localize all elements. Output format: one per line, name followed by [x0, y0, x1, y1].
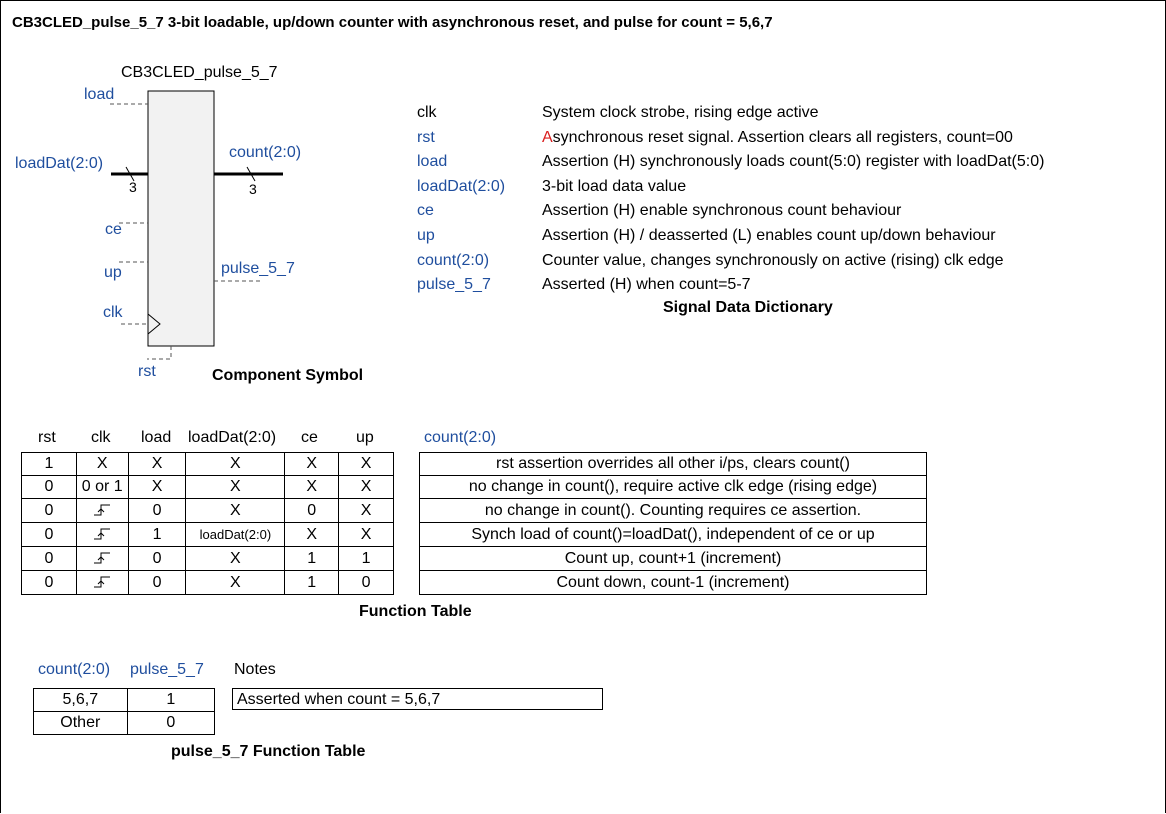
dictionary-description-text: Assertion (H) enable synchronous count behaviour: [542, 202, 902, 220]
ft-cell-loaddat: X: [186, 476, 285, 499]
dictionary-row: [417, 126, 1044, 151]
dictionary-description: [542, 202, 901, 219]
ft-cell-load: 0: [128, 571, 186, 595]
table-row: [22, 523, 394, 547]
ft-cell-load: 0: [128, 499, 186, 523]
signal-dictionary-caption: Signal Data Dictionary: [663, 299, 833, 316]
table-row: [34, 712, 215, 735]
table-row: [420, 499, 927, 523]
dictionary-signal: up: [417, 226, 435, 244]
ft-cell-up: X: [339, 476, 394, 499]
ft-header-load: load: [141, 429, 172, 446]
signal-dictionary: [417, 101, 1044, 298]
pin-label-load: load: [84, 86, 115, 103]
dictionary-description: [542, 227, 996, 244]
dictionary-row: [417, 175, 1044, 200]
function-table-inputs: [21, 452, 394, 595]
dictionary-description-text: Assertion (H) synchronously loads count(5:0) register with loadDat(5:0): [542, 153, 1045, 171]
bus-width-in: 3: [129, 179, 137, 195]
table-row: [34, 689, 215, 712]
bus-width-out: 3: [249, 181, 257, 197]
ft-cell-clk: [76, 523, 128, 547]
dictionary-description-text: Counter value, changes synchronously on active (rising) clk edge: [542, 251, 1004, 269]
dictionary-signal: pulse_5_7: [417, 276, 491, 294]
ft-cell-clk: X: [76, 453, 128, 476]
ft-header-count: count(2:0): [424, 429, 497, 446]
ft-cell-rst: 0: [22, 571, 77, 595]
ft-cell-load: X: [128, 453, 186, 476]
ft-cell-up: X: [339, 499, 394, 523]
ft-cell-load: 1: [128, 523, 186, 547]
dictionary-description: [542, 178, 686, 195]
dictionary-row: [417, 273, 1044, 298]
dictionary-description-first-letter: A: [542, 128, 553, 146]
pin-label-pulse: pulse_5_7: [221, 260, 295, 277]
ft-cell-up: 0: [339, 571, 394, 595]
dictionary-signal: clk: [417, 104, 437, 121]
pt-cell-pulse: 1: [127, 689, 214, 712]
dictionary-description-text: System clock strobe, rising edge active: [542, 104, 819, 121]
pulse-note-box: [232, 688, 603, 710]
rising-edge-icon: [93, 503, 111, 517]
pt-header-pulse: pulse_5_7: [130, 661, 204, 678]
pin-label-rst: rst: [138, 363, 156, 380]
ft-cell-loaddat: X: [186, 453, 285, 476]
ft-cell-clk: 0 or 1: [76, 476, 128, 499]
ft-cell-up: X: [339, 523, 394, 547]
dictionary-description: [542, 104, 819, 121]
dictionary-description: [542, 153, 1044, 170]
ft-cell-up: 1: [339, 547, 394, 571]
ft-cell-ce: X: [285, 453, 339, 476]
dictionary-row: [417, 249, 1044, 274]
rising-edge-icon: [93, 551, 111, 565]
pt-header-notes: Notes: [234, 661, 276, 678]
pin-label-loaddat: loadDat(2:0): [15, 155, 104, 172]
ft-header-up: up: [356, 429, 374, 446]
ft-cell-load: X: [128, 476, 186, 499]
table-row: [420, 453, 927, 476]
ft-cell-loaddat: X: [186, 547, 285, 571]
pin-label-up: up: [104, 264, 122, 281]
symbol-body: [148, 91, 214, 346]
ft-header-rst: rst: [38, 429, 56, 446]
ft-cell-count: rst assertion overrides all other i/ps, clears count(): [420, 453, 927, 476]
ft-cell-rst: 0: [22, 499, 77, 523]
ft-cell-count: Synch load of count()=loadDat(), independent of ce or up: [420, 523, 927, 547]
ft-cell-up: X: [339, 453, 394, 476]
dictionary-description-text: 3-bit load data value: [542, 177, 687, 195]
table-row: [22, 476, 394, 499]
dictionary-row: [417, 199, 1044, 224]
pt-header-count: count(2:0): [38, 661, 111, 678]
pulse-note-text: Asserted when count = 5,6,7: [237, 691, 441, 708]
pt-cell-count: Other: [34, 712, 128, 735]
table-row: [420, 547, 927, 571]
dictionary-description-text: synchronous reset signal. Assertion clears all registers, count=00: [552, 128, 1013, 146]
dictionary-description: [542, 129, 1013, 146]
dictionary-signal: count(2:0): [417, 251, 490, 269]
ft-cell-ce: 1: [285, 547, 339, 571]
pin-label-count: count(2:0): [229, 144, 302, 161]
dictionary-description: [542, 252, 1004, 269]
ft-cell-rst: 0: [22, 523, 77, 547]
table-row: [22, 453, 394, 476]
function-table-caption: Function Table: [359, 603, 472, 620]
ft-cell-loaddat: X: [186, 499, 285, 523]
dictionary-row: [417, 101, 1044, 126]
ft-cell-ce: X: [285, 476, 339, 499]
pt-cell-count: 5,6,7: [34, 689, 128, 712]
dictionary-description: [542, 276, 751, 293]
dictionary-row: [417, 224, 1044, 249]
ft-cell-count: Count up, count+1 (increment): [420, 547, 927, 571]
ft-cell-rst: 1: [22, 453, 77, 476]
pin-label-ce: ce: [105, 221, 122, 238]
ft-cell-clk: [76, 499, 128, 523]
table-row: [420, 571, 927, 595]
pt-cell-pulse: 0: [127, 712, 214, 735]
symbol-name: CB3CLED_pulse_5_7: [121, 64, 278, 81]
ft-cell-count: no change in count(), require active clk edge (rising edge): [420, 476, 927, 499]
pulse-table-caption: pulse_5_7 Function Table: [171, 743, 366, 760]
ft-header-loaddat: loadDat(2:0): [188, 429, 277, 446]
rising-edge-icon: [93, 575, 111, 589]
pulse-table: [33, 688, 215, 735]
table-row: [420, 476, 927, 499]
dictionary-signal: load: [417, 153, 448, 171]
dictionary-signal: ce: [417, 202, 434, 220]
rising-edge-icon: [93, 527, 111, 541]
function-table-outputs: [419, 452, 927, 595]
dictionary-signal: rst: [417, 128, 435, 146]
ft-cell-ce: 1: [285, 571, 339, 595]
ft-cell-clk: [76, 571, 128, 595]
table-row: [22, 571, 394, 595]
ft-cell-ce: 0: [285, 499, 339, 523]
table-row: [420, 523, 927, 547]
ft-cell-loaddat: X: [186, 571, 285, 595]
dictionary-description-text: Assertion (H) / deasserted (L) enables count up/down behaviour: [542, 226, 996, 244]
dictionary-description-text: Asserted (H) when count=5-7: [542, 276, 751, 294]
ft-cell-ce: X: [285, 523, 339, 547]
dictionary-row: [417, 150, 1044, 175]
ft-cell-loaddat: loadDat(2:0): [186, 523, 285, 547]
ft-header-clk: clk: [91, 429, 111, 446]
ft-cell-rst: 0: [22, 547, 77, 571]
rst-pin: [147, 346, 171, 359]
ft-cell-count: Count down, count-1 (increment): [420, 571, 927, 595]
ft-cell-count: no change in count(). Counting requires ce assertion.: [420, 499, 927, 523]
page-title: CB3CLED_pulse_5_7 3-bit loadable, up/down counter with asynchronous reset, and pulse for count = 5,6,7: [12, 14, 773, 31]
ft-header-ce: ce: [301, 429, 318, 446]
dictionary-signal: loadDat(2:0): [417, 177, 506, 195]
pin-label-clk: clk: [103, 304, 123, 321]
ft-cell-clk: [76, 547, 128, 571]
ft-cell-load: 0: [128, 547, 186, 571]
ft-cell-rst: 0: [22, 476, 77, 499]
table-row: [22, 499, 394, 523]
table-row: [22, 547, 394, 571]
component-symbol-caption: Component Symbol: [212, 367, 364, 384]
